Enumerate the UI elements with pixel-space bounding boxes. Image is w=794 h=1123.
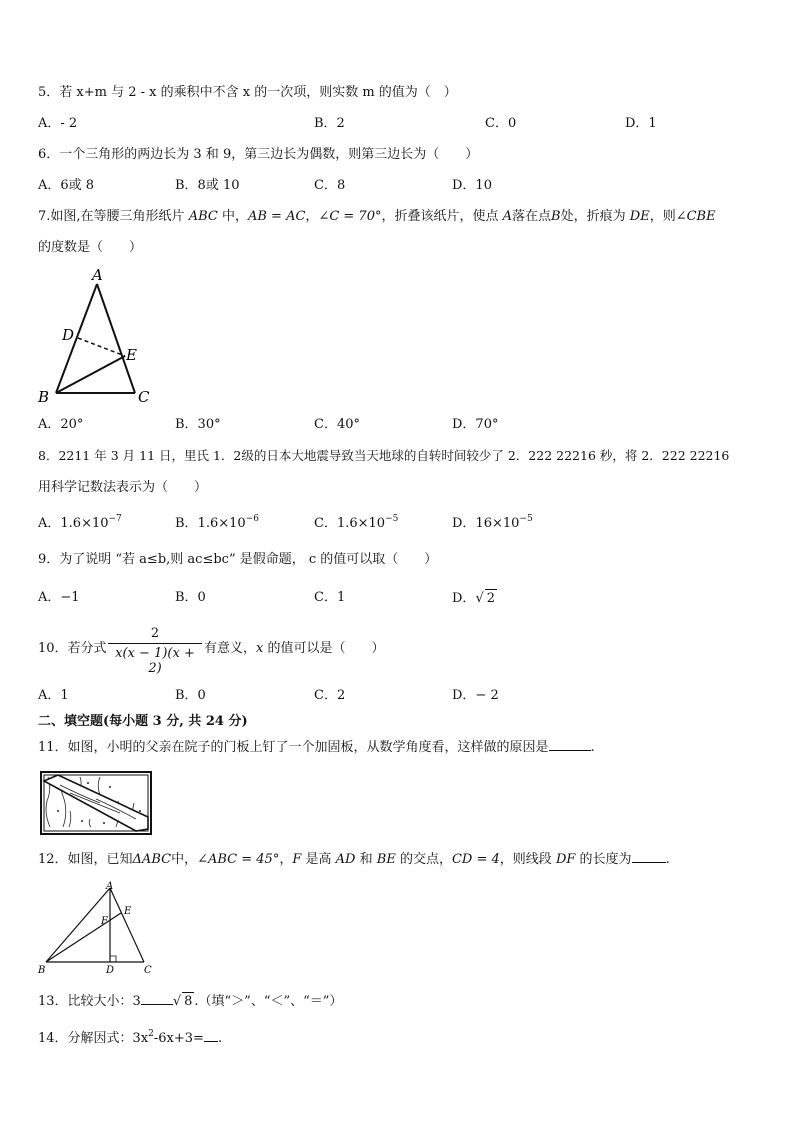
question-8-stem: 8．2211 年 3 月 11 日，里氏 1．2级的日本大地震导致当天地球的自转时间较少了 2．222 22216 秒，将 2．222 22216 — [38, 448, 730, 463]
question-7-stem: 7.如图,在等腰三角形纸片 ABC 中，AB = AC，∠C = 70°，折叠该纸片，使点 A落在点B处，折痕为 DE，则∠CBE — [38, 209, 716, 224]
question-10-prefix: 10．若分式 — [38, 641, 107, 656]
q12-label-b: B — [38, 965, 46, 976]
q8-option-a: A．$1.6\times 10^{-7}$ — [38, 514, 122, 531]
question-11-stem: 11．如图，小明的父亲在院子的门板上钉了一个加固板，从数学角度看，这样做的原因是 . — [38, 740, 595, 755]
q7-label-b: B — [38, 388, 50, 406]
q12-label-c: C — [144, 965, 152, 976]
q6-option-d: D．10 — [452, 178, 492, 193]
question-14-stem: 14．分解因式：$3x^2-6x+3=$ . — [38, 1029, 223, 1046]
question-13-stem: 13．比较大小：3 √ 8 .（填“＞”、“＜”、“＝”） — [38, 994, 343, 1009]
q12-label-d: D — [106, 965, 115, 976]
q7-label-a: A — [92, 266, 103, 284]
question-12-stem: 12．如图，已知ΔABC中，∠ABC = 45°，F 是高 AD 和 BE 的交点，CD = 4，则线段 DF 的长度为 . — [38, 852, 670, 867]
q9-option-a: A．−1 — [38, 590, 80, 605]
q11-door-board-figure — [40, 771, 152, 835]
q8-option-c: C．$1.6\times 10^{-5}$ — [314, 514, 399, 531]
q12-label-f: F — [101, 916, 108, 927]
q9-option-c: C．1 — [314, 590, 346, 605]
q12-triangle-figure — [38, 880, 160, 976]
q5-option-a: A．- 2 — [38, 116, 78, 131]
q10-option-a: A．1 — [38, 688, 69, 703]
q7-label-c: C — [138, 388, 150, 406]
q10-numerator: 2 — [108, 626, 202, 644]
q5-option-c: C．0 — [485, 116, 517, 131]
section-2-title: 二、填空题(每小题 3 分, 共 24 分) — [38, 714, 248, 729]
q10-fraction — [108, 626, 202, 676]
q10-option-b: B．0 — [175, 688, 206, 703]
q9-option-d: D．√ 2 — [452, 591, 496, 606]
q7-option-c: C．40° — [314, 417, 360, 432]
question-6-stem: 6．一个三角形的两边长为 3 和 9，第三边长为偶数，则第三边长为（ ） — [38, 147, 479, 162]
question-7-stem-line2: 的度数是（ ） — [38, 240, 143, 255]
q7-triangle-figure — [36, 266, 156, 406]
q10-option-c: C．2 — [314, 688, 346, 703]
q10-denominator: x(x − 1)(x + 2) — [115, 646, 195, 676]
q6-option-a: A．6或 8 — [38, 178, 95, 193]
q8-option-b: B．$1.6\times 10^{-6}$ — [175, 514, 259, 531]
q6-option-b: B．8或 10 — [175, 178, 240, 193]
question-8-stem-line2: 用科学记数法表示为（ ） — [38, 480, 208, 495]
question-10-suffix: 有意义，x 的值可以是（ ） — [204, 641, 385, 656]
q12-label-e: E — [124, 906, 132, 917]
q7-label-e: E — [126, 346, 137, 364]
q7-option-a: A．20° — [38, 417, 84, 432]
q10-option-d: D．− 2 — [452, 688, 499, 703]
q9-option-b: B．0 — [175, 590, 206, 605]
q5-option-d: D．1 — [625, 116, 657, 131]
q8-option-d: D．$16\times 10^{-5}$ — [452, 514, 533, 531]
q7-option-d: D．70° — [452, 417, 499, 432]
q12-label-a: A — [106, 881, 114, 892]
question-9-stem: 9．为了说明 “若 a≤b,则 ac≤bc” 是假命题， c 的值可以取（ ） — [38, 552, 438, 567]
q7-label-d: D — [62, 326, 75, 344]
q5-option-b: B．2 — [314, 116, 345, 131]
question-5-stem: 5．若 x+m 与 2 - x 的乘积中不含 x 的一次项，则实数 m 的值为（ ） — [38, 85, 457, 100]
q6-option-c: C．8 — [314, 178, 346, 193]
q7-option-b: B．30° — [175, 417, 221, 432]
